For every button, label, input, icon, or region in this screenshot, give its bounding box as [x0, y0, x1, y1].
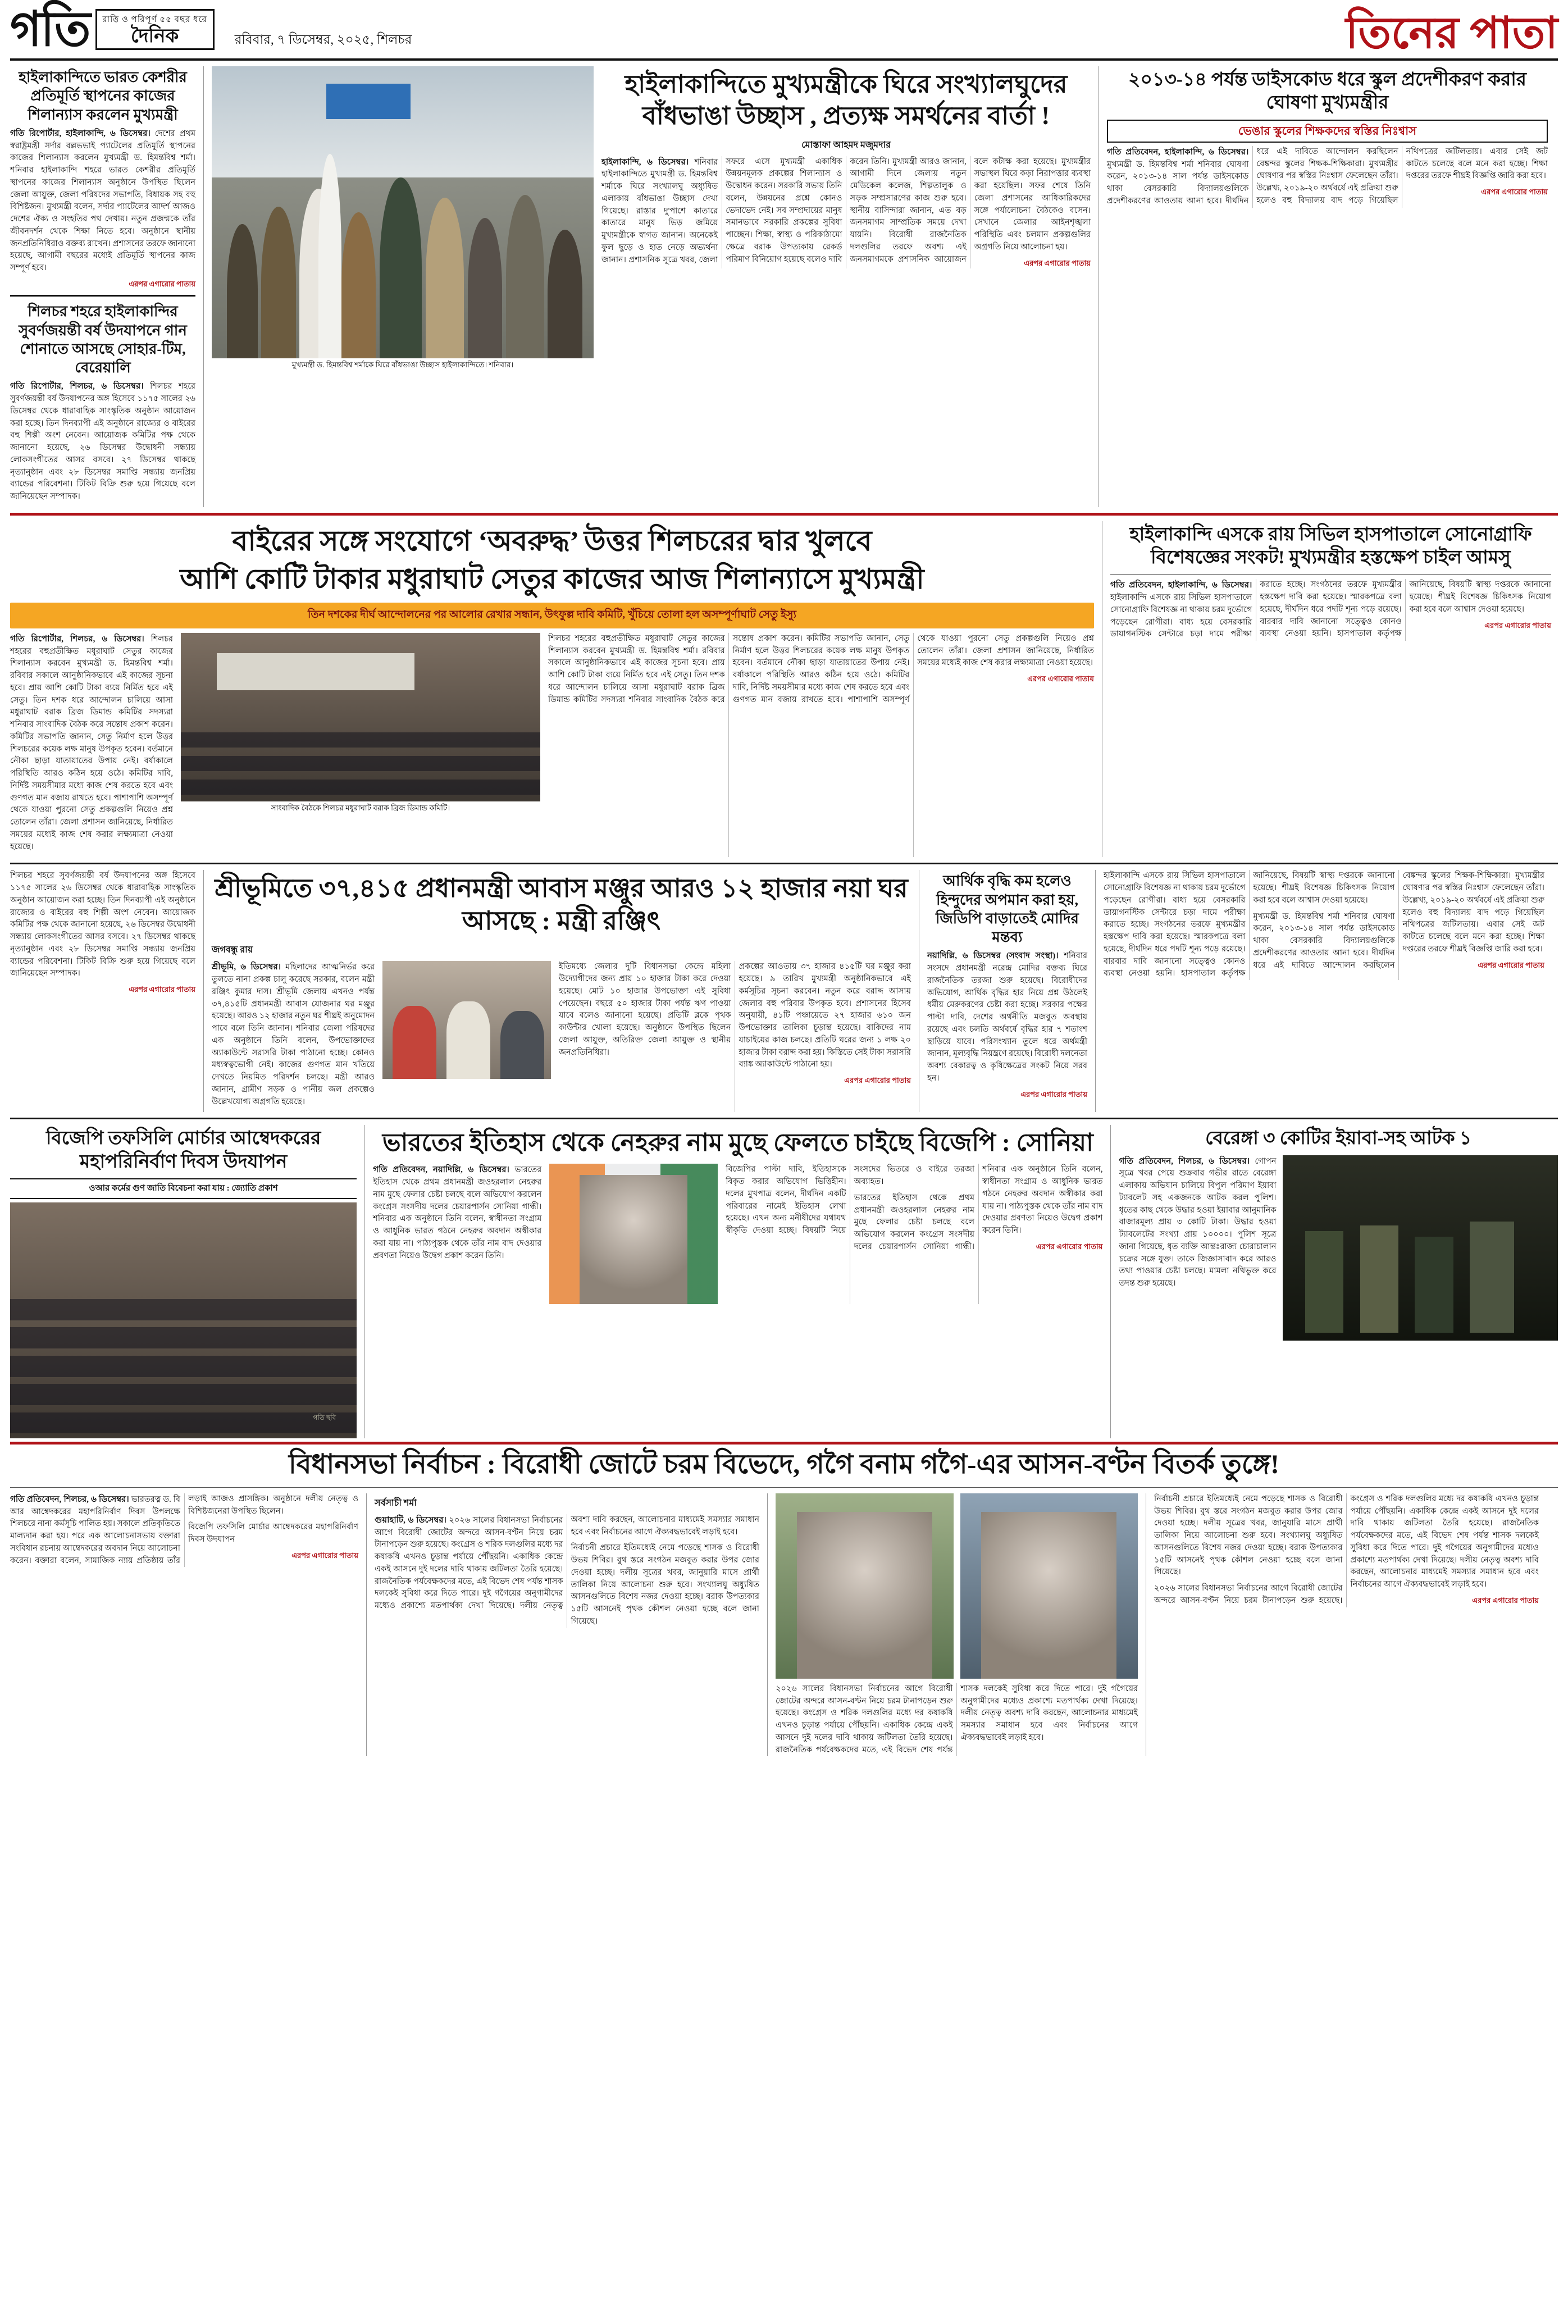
assembly-story — [10, 1448, 1558, 1757]
assembly-left — [10, 1493, 358, 1757]
yaba-photo — [1283, 1155, 1558, 1341]
assembly-right-text: নির্বাচনী প্রচারে ইতিমধ্যেই নেমে পড়েছে শাসক ও বিরোধী উভয় শিবির। বুথ স্তরে সংগঠন মজবুত করার উপর জোর দেওয়া হচ্ছে। দলীয় সূত্রের খবর, জানুয়ারি মাসে প্রার্থী তালিকা নিয়ে আলোচনা শুরু হবে। সংখ্যালঘু অধ্যুষিত আসনগুলিতে বিশেষ নজর দেওয়া হচ্ছে। বরাক উপত্যকার ১৫টি আসনেই পৃথক কৌশল নেওয়া হচ্ছে বলে জানা গিয়েছে। — [1154, 1494, 1343, 1577]
main-cont: এরপর এগারোর পাতায় — [1024, 258, 1091, 267]
masthead-left — [10, 2, 412, 56]
main-byline: মোস্তাফা আহমদ মজুমদার — [801, 140, 891, 150]
sonia-byline: গতি প্রতিবেদন, নয়াদিল্লি, ৬ ডিসেম্বর। — [373, 1165, 509, 1175]
main-story — [203, 66, 1091, 507]
left-second-text: শিলচর শহরে সুবর্ণজয়ন্তী বর্ষ উদযাপনের অঙ্গ হিসেবে ১১৭৫ সালের ২৬ ডিসেম্বর থেকে ধারাবাহিক সাংস্কৃতিক অনুষ্ঠান আয়োজন করা হচ্ছে। তিন দিনব্যাপী এই অনুষ্ঠানে রাজ্যের ও বাইরের বহু শিল্পী অংশ নেবেন। আয়োজক কমিটির পক্ষ থেকে জানানো হয়েছে, ২৬ ডিসেম্বর উদ্বোধনী সন্ধ্যায় লোকসংগীতের আসর বসবে। ২৭ ডিসেম্বর থাকছে নৃত্যানুষ্ঠান এবং ২৮ ডিসেম্বর সমাপ্তি সন্ধ্যায় জনপ্রিয় ব্যান্ডের পরিবেশনা। টিকিট বিক্রি শুরু হয়ে গিয়েছে বলে জানিয়েছেন সম্পাদক। — [10, 382, 195, 502]
left-top-body — [10, 127, 195, 290]
modi-cont: এরপর এগারোর পাতায় — [1020, 1090, 1087, 1099]
assembly-right-cont: এরপর এগারোর পাতায় — [1472, 1596, 1539, 1605]
bridge-body-left — [10, 633, 173, 858]
left-top-headline: হাইলাকান্দিতে ভারত কেশরীর প্রতিমূর্তি স্থাপনের কাজের শিলান্যাস করলেন মুখ্যমন্ত্রী — [19, 69, 187, 123]
sonia-story — [364, 1125, 1102, 1438]
logo-box-mid: দৈনিক — [130, 26, 179, 47]
assembly-right-text-2: ২০২৬ সালের বিধানসভা নির্বাচনের আগে বিরোধী জোটের অন্দরে আসন-বণ্টন নিয়ে চরম টানাপড়েন শুরু হয়েছে। কংগ্রেস ও শরিক দলগুলির মধ্যে দর কষাকষি এখনও চূড়ান্ত পর্যায়ে পৌঁছয়নি। একাধিক কেন্দ্রে একই আসনে দুই দলের দাবি থাকায় জটিলতা তৈরি হয়েছে। রাজনৈতিক পর্যবেক্ষকদের মতে, এই বিভেদ শেষ পর্যন্ত শাসক দলকেই সুবিধা করে দিতে পারে। দুই গগৈয়ের অনুগামীদের মধ্যেও প্রকাশ্যে মতপার্থক্য দেখা দিয়েছে। দলীয় নেতৃত্ব অবশ্য দাবি করছেন, আলোচনার মাধ্যমেই সমস্যার সমাধান হবে এবং নির্বাচনের আগে ঐক্যবদ্ধভাবেই লড়াই হবে। — [1154, 1494, 1539, 1605]
logo-box-top: রাত্তি ও পরিপূর্ণ ৫৫ বছর ধরে — [102, 15, 207, 25]
left-second-headline: শিলচর শহরে হাইলাকান্দির সুবর্ণজয়ন্তী বর্ষ উদযাপনে গান শোনাতে আসছে সোহার-টিম, বেরেয়ালি — [19, 303, 187, 376]
sonia-photo — [549, 1164, 718, 1304]
main-dateline: হাইলাকান্দি, ৬ ডিসেম্বর। — [601, 157, 689, 167]
modi-dateline: নয়াদিল্লি, ৬ ডিসেম্বর (সংবাদ সংস্থা)। — [927, 951, 1059, 961]
housing-byline: জগবন্ধু রায় — [212, 945, 253, 955]
right-column — [1098, 66, 1548, 507]
housing-headline: শ্রীভূমিতে ৩৭,৪১৫ প্রধানমন্ত্রী আবাস মঞ্জুর আরও ১২ হাজার নয়া ঘর আসছে : মন্ত্রী রঞ্জিৎ — [215, 874, 908, 935]
left-second-byline: গতি রিপোর্টার, শিলচর, ৬ ডিসেম্বর। — [10, 382, 144, 391]
main-photo-caption: মুখ্যমন্ত্রী ড. হিমন্তবিশ্ব শর্মাকে ঘিরে বাঁধভাঙা উচ্ছাস হাইলাকান্দিতে। শনিবার। — [291, 361, 514, 369]
main-text: শনিবার হাইলাকান্দিতে মুখ্যমন্ত্রী ড. হিমন্তবিশ্ব শর্মাকে ঘিরে সংখ্যালঘু অধ্যুষিত এলাকায় বাঁধভাঙা উচ্ছাস দেখা গিয়েছে। রাস্তার দু'পাশে কাতারে কাতারে মানুষ ভিড় জমিয়ে মুখ্যমন্ত্রীকে স্বাগত জানান। অনেকেই ফুল ছুড়ে ও হাত নেড়ে অভ্যর্থনা জানান। প্রশাসনিক সূত্রে খবর, জেলা সফরে এসে মুখ্যমন্ত্রী একাধিক উন্নয়নমূলক প্রকল্পের শিলান্যাস ও উদ্বোধন করেন। সরকারি সভায় তিনি বলেন, উন্নয়নের প্রশ্নে কোনও ভেদাভেদ নেই। সব সম্প্রদায়ের মানুষ সমানভাবে সরকারি প্রকল্পের সুবিধা পাচ্ছেন। শিক্ষা, স্বাস্থ্য ও পরিকাঠামো ক্ষেত্রে বরাক উপত্যকায় রেকর্ড পরিমাণ বিনিয়োগ হয়েছে বলেও দাবি করেন তিনি। মুখ্যমন্ত্রী আরও জানান, আগামী দিনে জেলায় নতুন মেডিকেল কলেজ, শিল্পতালুক ও সড়ক সম্প্রসারণের কাজ শুরু হবে। স্থানীয় বাসিন্দারা জানান, এত বড় জনসমাগম সাম্প্রতিক সময়ে দেখা যায়নি। বিরোধী রাজনৈতিক দলগুলির তরফে অবশ্য এই জনসমাগমকে প্রশাসনিক আয়োজন বলে কটাক্ষ করা হয়েছে। মুখ্যমন্ত্রীর সভাস্থল ঘিরে কড়া নিরাপত্তার ব্যবস্থা করা হয়েছিল। সফর শেষে তিনি জেলা প্রশাসনের আধিকারিকদের সঙ্গে পর্যালোচনা বৈঠকেও বসেন। সেখানে জেলার আইনশৃঙ্খলা পরিস্থিতি এবং চলমান প্রকল্পগুলির অগ্রগতি নিয়ে আলোচনা হয়। — [601, 157, 1091, 265]
housing-facts: ইতিমধ্যে জেলার দুটি বিধানসভা কেন্দ্রে মহিলা উদ্যোগীদের জন্য প্রায় ১০ হাজার টাকা করে দেওয়া হয়েছে। মোট ১০ হাজার উপভোক্তা এই সুবিধা পেয়েছেন। বছরে ৫০ হাজার টাকা পর্যন্ত ঋণ পাওয়া যাবে বলেও জানানো হয়েছে। প্রতিটি ব্লকে পৃথক কাউন্টার খোলা হয়েছে। অনুষ্ঠানে উপস্থিত ছিলেন জেলা আয়ুক্ত, অতিরিক্ত জেলা আয়ুক্ত ও স্থানীয় জনপ্রতিনিধিরা। — [559, 962, 731, 1057]
bridge-headline-1: বাইরের সঙ্গে সংযোগে ‘অবরুদ্ধ’ উত্তর শিলচরের দ্বার খুলবে — [232, 525, 872, 557]
assembly-left-body — [10, 1493, 358, 1567]
bjp-morcha-story — [10, 1125, 357, 1438]
sonia-photo-wrap — [549, 1164, 718, 1304]
left-second-body — [10, 380, 195, 503]
assembly-headline: বিধানসভা নির্বাচন : বিরোধী জোটে চরম বিভেদে, গগৈ বনাম গগৈ-এর আসন-বণ্টন বিতর্ক তুঙ্গে! — [289, 1449, 1279, 1479]
main-photo — [212, 66, 594, 358]
assembly-left-byline: গতি প্রতিবেদন, শিলচর, ৬ ডিসেম্বর। — [10, 1494, 129, 1504]
housing-left-col — [10, 870, 195, 1112]
hospital-text-3: মুখ্যমন্ত্রী ড. হিমন্তবিশ্ব শর্মা শনিবার ঘোষণা করেন, ২০১৩-১৪ সাল পর্যন্ত ডাইসকোড থাকা বেসরকারি বিদ্যালয়গুলিকে প্রদেশীকরণের আওতায় আনা হবে। দীর্ঘদিন ধরে এই দাবিতে আন্দোলন করছিলেন বেঙ্কন্দর স্কুলের শিক্ষক-শিক্ষিকারা। মুখ্যমন্ত্রীর ঘোষণার পর স্বস্তির নিঃশ্বাস ফেলেছেন তাঁরা। উল্লেখ্য, ২০১৯-২০ অর্থবর্ষে এই প্রক্রিয়া শুরু হলেও বহু বিদ্যালয় বাদ পড়ে গিয়েছিল নথিপত্রের জটিলতায়। এবার সেই জট কাটতে চলেছে বলে মনে করা হচ্ছে। শিক্ষা দপ্তরের তরফে শীঘ্রই বিজ্ঞপ্তি জারি করা হবে। — [1253, 871, 1544, 970]
assembly-photo-body — [776, 1683, 1138, 1757]
housing-text: মহিলাদের আত্মনির্ভর করে তুলতে নানা প্রকল্প চালু করেছে সরকার, বলেন মন্ত্রী রঞ্জিৎ কুমার দাস। শ্রীভূমি জেলায় এখনও পর্যন্ত ৩৭,৪১৫টি প্রধানমন্ত্রী আবাস যোজনার ঘর মঞ্জুর হয়েছে। আরও ১২ হাজার নতুন ঘর শীঘ্রই অনুমোদন পাবে বলে তিনি জানান। শনিবার জেলা পরিষদের এক অনুষ্ঠানে তিনি বলেন, উপভোক্তাদের অ্যাকাউন্টে সরাসরি টাকা পাঠানো হচ্ছে। কোনও মধ্যস্বত্বভোগী নেই। কাজের গুণগত মান খতিয়ে দেখতে নিয়মিত পরিদর্শন চলছে। মন্ত্রী আরও জানান, গ্রামীণ সড়ক ও পানীয় জল প্রকল্পেও উল্লেখযোগ্য অগ্রগতি হয়েছে। — [212, 963, 375, 1106]
right-top-headline: ২০১৩-১৪ পর্যন্ত ডাইসকোড ধরে স্কুল প্রদেশীকরণ করার ঘোষণা মুখ্যমন্ত্রীর — [1128, 70, 1526, 113]
right-top-body — [1107, 146, 1548, 208]
housing-body-left — [212, 961, 375, 1112]
hospital-text: হাইলাকান্দি এসকে রায় সিভিল হাসপাতালে সোনোগ্রাফি বিশেষজ্ঞ না থাকায় চরম দুর্ভোগে পড়েছেন রোগীরা। বাধ্য হয়ে বেসরকারি ডায়াগনস্টিক সেন্টারে চড়া দামে পরীক্ষা করাতে হচ্ছে। সংগঠনের তরফে মুখ্যমন্ত্রীর হস্তক্ষেপ দাবি করা হয়েছে। স্মারকপত্রে বলা হয়েছে, দীর্ঘদিন ধরে পদটি শূন্য পড়ে রয়েছে। বারবার দাবি জানানো সত্ত্বেও কোনও ব্যবস্থা নেওয়া হয়নি। হাসপাতাল কর্তৃপক্ষ জানিয়েছে, বিষয়টি স্বাস্থ্য দপ্তরকে জানানো হয়েছে। শীঘ্রই বিশেষজ্ঞ চিকিৎসক নিয়োগ করা হবে বলে আশ্বাস দেওয়া হয়েছে। — [1110, 580, 1551, 639]
left-top-byline: গতি রিপোর্টার, হাইলাকান্দি, ৬ ডিসেম্বর। — [10, 129, 151, 138]
housing-dateline: শ্রীভূমি, ৬ ডিসেম্বর। — [212, 963, 281, 972]
hospital-cont-2: এরপর এগারোর পাতায় — [1478, 960, 1544, 969]
bridge-photo — [181, 633, 540, 801]
assembly-photo-2 — [960, 1493, 1138, 1679]
right-top-subhead-box — [1107, 120, 1548, 143]
assembly-band — [10, 1493, 1558, 1757]
pm-awas-side-text: প্রকল্পের আওতায় ৩৭ হাজার ৪১৫টি ঘর মঞ্জুর করা হয়েছে। ৯ তারিখ মুখ্যমন্ত্রী অনুষ্ঠানিকভাবে এই কর্মসূচির সূচনা করবেন। নতুন করে বরাদ্দ আসায় জেলার বহু পরিবার উপকৃত হবে। প্রশাসনের হিসেব অনুযায়ী, ৪১টি পঞ্চায়েতে ২৭ হাজার ৬১০ জন উপভোক্তার তালিকা চূড়ান্ত হয়েছে। বাকিদের নাম যাচাইয়ের কাজ চলছে। প্রতিটি ঘরের জন্য ১ লক্ষ ২০ হাজার টাকা বরাদ্দ করা হয়। কিস্তিতে সেই টাকা সরাসরি ব্যাঙ্ক অ্যাকাউন্টে পাঠানো হয়। — [739, 962, 911, 1069]
bridge-story — [10, 521, 1094, 858]
main-headline: হাইলাকান্দিতে মুখ্যমন্ত্রীকে ঘিরে সংখ্যালঘুদের বাঁধভাঙা উচ্ছাস , প্রত্যক্ষ সমর্থনের বার্তা ! — [625, 70, 1068, 130]
bridge-text: শিলচর শহরের বহুপ্রতীক্ষিত মধুরাঘাট সেতুর কাজের শিলান্যাস করবেন মুখ্যমন্ত্রী ড. হিমন্তবিশ্ব শর্মা। রবিবার সকালে আনুষ্ঠানিকভাবে এই কাজের সূচনা হবে। প্রায় আশি কোটি টাকা ব্যয়ে নির্মিত হবে এই সেতু। তিন দশক ধরে আন্দোলন চালিয়ে আসা মধুরাঘাট বরাক ব্রিজ ডিমান্ড কমিটির সদস্যরা শনিবার সাংবাদিক বৈঠক করে সন্তোষ প্রকাশ করেন। কমিটির সভাপতি জানান, সেতু নির্মাণ হলে উত্তর শিলচরের কয়েক লক্ষ মানুষ উপকৃত হবেন। বর্তমানে নৌকা ছাড়া যাতায়াতের উপায় নেই। বর্ষাকালে পরিস্থিতি আরও কঠিন হয়ে ওঠে। কমিটির দাবি, নির্দিষ্ট সময়সীমার মধ্যে কাজ শেষ করতে হবে এবং গুণগত মান বজায় রাখতে হবে। পাশাপাশি অসম্পূর্ণ থেকে যাওয়া পুরনো সেতু প্রকল্পগুলি নিয়েও প্রশ্ন তোলেন তাঁরা। জেলা প্রশাসন জানিয়েছে, নির্ধারিত সময়ের মধ্যেই কাজ শেষ করার লক্ষ্যমাত্রা নেওয়া হয়েছে। — [10, 634, 174, 851]
sonia-text: ভারতের ইতিহাস থেকে প্রথম প্রধানমন্ত্রী জওহরলাল নেহরুর নাম মুছে ফেলার চেষ্টা চলছে বলে অভিযোগ করলেন কংগ্রেস সংসদীয় দলের চেয়ারপার্সন সোনিয়া গান্ধী। শনিবার এক অনুষ্ঠানে তিনি বলেন, স্বাধীনতা সংগ্রাম ও আধুনিক ভারত গঠনে নেহরুর অবদান অস্বীকার করা যায় না। পাঠ্যপুস্তক থেকে তাঁর নাম বাদ দেওয়ার প্রবণতা নিয়েও উদ্বেগ প্রকাশ করেন তিনি। — [373, 1165, 542, 1260]
housing-story — [203, 870, 911, 1112]
sonia-text-2: বিজেপির পাল্টা দাবি, ইতিহাসকে বিকৃত করার অভিযোগ ভিত্তিহীন। দলের মুখপাত্র বলেন, দীর্ঘদিন একটি পরিবারের নামেই ইতিহাস লেখা হয়েছে। এখন অন্য মনীষীদের যথাযথ স্বীকৃতি দেওয়া হচ্ছে। বিষয়টি নিয়ে সংসদের ভিতরে ও বাইরে তরজা অব্যাহত। — [726, 1165, 975, 1236]
assembly-text: ২০২৬ সালের বিধানসভা নির্বাচনের আগে বিরোধী জোটের অন্দরে আসন-বণ্টন নিয়ে চরম টানাপড়েন শুরু হয়েছে। কংগ্রেস ও শরিক দলগুলির মধ্যে দর কষাকষি এখনও চূড়ান্ত পর্যায়ে পৌঁছয়নি। একাধিক কেন্দ্রে একই আসনে দুই দলের দাবি থাকায় জটিলতা তৈরি হয়েছে। রাজনৈতিক পর্যবেক্ষকদের মতে, এই বিভেদ শেষ পর্যন্ত শাসক দলকেই সুবিধা করে দিতে পারে। দুই গগৈয়ের অনুগামীদের মধ্যেও প্রকাশ্যে মতপার্থক্য দেখা দিয়েছে। দলীয় নেতৃত্ব অবশ্য দাবি করছেন, আলোচনার মাধ্যমেই সমস্যার সমাধান হবে এবং নির্বাচনের আগে ঐক্যবদ্ধভাবেই লড়াই হবে। — [375, 1515, 759, 1611]
masthead-date: রবিবার, ৭ ডিসেম্বর, ২০২৫, শিলচর — [234, 33, 412, 47]
assembly-photo-1 — [776, 1493, 954, 1679]
sonia-body-left — [373, 1164, 541, 1304]
bridge-body-right — [548, 633, 1094, 858]
left-top-cont: এরপর এগারোর পাতায় — [129, 279, 195, 288]
yaba-story — [1110, 1125, 1558, 1438]
sonia-text-3: ভারতের ইতিহাস থেকে প্রথম প্রধানমন্ত্রী জওহরলাল নেহরুর নাম মুছে ফেলার চেষ্টা চলছে বলে অভিযোগ করলেন কংগ্রেস সংসদীয় দলের চেয়ারপার্সন সোনিয়া গান্ধী। শনিবার এক অনুষ্ঠানে তিনি বলেন, স্বাধীনতা সংগ্রাম ও আধুনিক ভারত গঠনে নেহরুর অবদান অস্বীকার করা যায় না। পাঠ্যপুস্তক থেকে তাঁর নাম বাদ দেওয়ার প্রবণতা নিয়েও উদ্বেগ প্রকাশ করেন তিনি। — [854, 1165, 1103, 1251]
hospital-body-2 — [1104, 870, 1544, 980]
band-housing — [10, 870, 1558, 1112]
hospital-body — [1110, 579, 1551, 641]
bjp-morcha-photo: গতি ছবি — [10, 1202, 357, 1438]
bridge-headline-2: আশি কোটি টাকার মধুরাঘাট সেতুর কাজের আজ শিলান্যাসে মুখ্যমন্ত্রী — [180, 563, 924, 595]
right-top-byline: গতি প্রতিবেদন, হাইলাকান্দি, ৬ ডিসেম্বর। — [1107, 147, 1249, 157]
bridge-photo-caption: সাংবাদিক বৈঠকে শিলচর মধুরাঘাট বরাক ব্রিজ ডিমান্ড কমিটি। — [271, 803, 450, 812]
assembly-left-cont: এরপর এগারোর পাতায় — [291, 1551, 358, 1560]
left-second-cont: এরপর এগারোর পাতায় — [129, 985, 195, 994]
assembly-left-text: ভারতরত্ন ড. বি আর আম্বেদকরের মহাপরিনির্বাণ দিবস উপলক্ষে শিলচরে নানা কর্মসূচি পালিত হয়। সকালে প্রতিকৃতিতে মাল্যদান করা হয়। পরে এক আলোচনাসভায় বক্তারা সংবিধান রচনায় আম্বেদকরের অবদান নিয়ে আলোচনা করেন। বক্তারা বলেন, সামাজিক ন্যায় প্রতিষ্ঠায় তাঁর লড়াই আজও প্রাসঙ্গিক। অনুষ্ঠানে দলীয় নেতৃত্ব ও বিশিষ্টজনেরা উপস্থিত ছিলেন। — [10, 1494, 358, 1565]
masthead — [10, 2, 1558, 61]
sonia-body-right — [726, 1164, 1102, 1304]
main-body — [601, 156, 1091, 269]
yaba-photo-wrap — [1283, 1155, 1558, 1341]
assembly-center-body — [375, 1514, 759, 1628]
sonia-headline: ভারতের ইতিহাস থেকে নেহরুর নাম মুছে ফেলতে চাইছে বিজেপি : সোনিয়া — [382, 1129, 1093, 1157]
housing-cont: এরপর এগারোর পাতায় — [844, 1076, 911, 1085]
modi-headline: আর্থিক বৃদ্ধি কম হলেও হিন্দুদের অপমান করা হয়, জিডিপি বাড়াতেই মোদির মন্তব্য — [936, 873, 1079, 946]
band-four — [10, 1125, 1558, 1438]
band-bridge — [10, 521, 1558, 858]
housing-body-right — [559, 961, 911, 1112]
main-headline-wrap — [601, 66, 1091, 370]
hospital-headline: হাইলাকান্দি এসকে রায় সিভিল হাসপাতালে সোনোগ্রাফি বিশেষজ্ঞের সংকট! মুখ্যমন্ত্রীর হস্তক্ষেপ চাইল আমসু — [1129, 524, 1532, 568]
logo-box — [95, 9, 215, 50]
logo-wordmark: গতি — [10, 2, 90, 56]
bjp-morcha-headline: বিজেপি তফসিলি মোর্চার আম্বেদকরের মহাপরিনির্বাণ দিবস উদযাপন — [45, 1128, 321, 1172]
main-photo-wrap — [212, 66, 594, 370]
assembly-byline: সর্বসাচী শর্মা — [375, 1498, 417, 1508]
section-title: তিনের পাতা — [1346, 8, 1558, 57]
bridge-cont: এরপর এগারোর পাতায় — [1027, 675, 1094, 683]
left-second-continued — [10, 870, 195, 995]
yaba-text: গোপন সূত্রে খবর পেয়ে শুক্রবার গভীর রাতে বেরেঙ্গা এলাকায় অভিযান চালিয়ে বিপুল পরিমাণ ইয়াবা ট্যাবলেট সহ একজনকে আটক করল পুলিশ। ধৃতের কাছ থেকে উদ্ধার হওয়া ইয়াবার আনুমানিক বাজারমূল্য প্রায় ৩ কোটি টাকা। উদ্ধার হওয়া ট্যাবলেটের সংখ্যা প্রায় ১০০০০। পুলিশ সূত্রে জানা গিয়েছে, ধৃত ব্যক্তি আন্তঃরাজ্য চোরাচালান চক্রের সঙ্গে যুক্ত। তাকে জিজ্ঞাসাবাদ করে আরও তথ্য পাওয়ার চেষ্টা চলছে। মামলা নথিভুক্ত করে তদন্ত শুরু হয়েছে। — [1119, 1156, 1277, 1288]
modi-text: শনিবার সংসদে প্রধানমন্ত্রী নরেন্দ্র মোদির বক্তব্য ঘিরে রাজনৈতিক তরজা শুরু হয়েছে। বিরোধীদের অভিযোগ, আর্থিক বৃদ্ধির হার নিয়ে প্রশ্ন উঠলেই ধর্মীয় মেরুকরণের চেষ্টা করা হচ্ছে। সরকার পক্ষের পাল্টা দাবি, দেশের অর্থনীতি মজবুত অবস্থায় রয়েছে এবং চলতি অর্থবর্ষে বৃদ্ধির হার ৭ শতাংশ ছাড়িয়ে যাবে। পরিসংখ্যান তুলে ধরে অর্থমন্ত্রী জানান, মূল্যবৃদ্ধি নিয়ন্ত্রণে রয়েছে। বিরোধী দলনেতা অবশ্য বেকারত্ব ও কৃষিক্ষেত্রের সংকট নিয়ে সরব হন। — [927, 951, 1088, 1083]
right-top-subhead: ভেঙার স্কুলের শিক্ষকদের স্বস্তির নিঃশ্বাস — [1238, 124, 1417, 138]
assembly-right — [1146, 1493, 1539, 1757]
assembly-photos — [767, 1493, 1138, 1757]
band-top — [10, 66, 1558, 507]
yaba-byline: গতি প্রতিবেদন, শিলচর, ৬ ডিসেম্বর। — [1119, 1156, 1250, 1166]
left-top-text: দেশের প্রথম স্বরাষ্ট্রমন্ত্রী সর্দার বল্লভভাই প্যাটেলের প্রতিমূর্তি স্থাপনের কাজের শিলান্যাস করলেন মুখ্যমন্ত্রী ড. হিমন্তবিশ্ব শর্মা। শনিবার হাইলাকান্দি শহরে ভারত কেশরীর প্রতিমূর্তি স্থাপনের কাজের শিলান্যাস অনুষ্ঠানে উপস্থিত ছিলেন জেলা আয়ুক্ত, জেলা পরিষদের সভাপতি, বিধায়ক সহ বহু বিশিষ্টজন। মুখ্যমন্ত্রী বলেন, সর্দার প্যাটেলের আদর্শ আজও দেশের ঐক্য ও সংহতির পথ দেখায়। নতুন প্রজন্মকে তাঁর জীবনদর্শন থেকে শিক্ষা নিতে হবে। অনুষ্ঠানে স্থানীয় জনপ্রতিনিধিরাও বক্তব্য রাখেন। প্রশাসনের তরফে জানানো হয়েছে, আগামী বছরের মধ্যেই প্রতিমূর্তি স্থাপনের কাজ সম্পূর্ণ হবে। — [10, 129, 196, 273]
bridge-ribbon: তিন দশকের দীর্ঘ আন্দোলনের পর আলোর রেখার সন্ধান, উৎফুল্ল দাবি কমিটি, খুঁচিয়ে তোলা হল অসম্পূর্ণাঘাট সেতু ইস্যু — [10, 603, 1094, 628]
right-top-cont: এরপর এগারোর পাতায় — [1481, 188, 1548, 197]
bridge-photo-wrap — [181, 633, 540, 858]
assembly-right-body — [1154, 1493, 1539, 1607]
hospital-text-2: হাইলাকান্দি এসকে রায় সিভিল হাসপাতালে সোনোগ্রাফি বিশেষজ্ঞ না থাকায় চরম দুর্ভোগে পড়েছেন রোগীরা। বাধ্য হয়ে বেসরকারি ডায়াগনস্টিক সেন্টারে চড়া দামে পরীক্ষা করাতে হচ্ছে। সংগঠনের তরফে মুখ্যমন্ত্রীর হস্তক্ষেপ দাবি করা হয়েছে। স্মারকপত্রে বলা হয়েছে, দীর্ঘদিন ধরে পদটি শূন্য পড়ে রয়েছে। বারবার দাবি জানানো সত্ত্বেও কোনও ব্যবস্থা নেওয়া হয়নি। হাসপাতাল কর্তৃপক্ষ জানিয়েছে, বিষয়টি স্বাস্থ্য দপ্তরকে জানানো হয়েছে। শীঘ্রই বিশেষজ্ঞ চিকিৎসক নিয়োগ করা হবে বলে আশ্বাস দেওয়া হয়েছে। — [1104, 871, 1395, 978]
bridge-text-2: শিলচর শহরের বহুপ্রতীক্ষিত মধুরাঘাট সেতুর কাজের শিলান্যাস করবেন মুখ্যমন্ত্রী ড. হিমন্তবিশ্ব শর্মা। রবিবার সকালে আনুষ্ঠানিকভাবে এই কাজের সূচনা হবে। প্রায় আশি কোটি টাকা ব্যয়ে নির্মিত হবে এই সেতু। তিন দশক ধরে আন্দোলন চালিয়ে আসা মধুরাঘাট বরাক ব্রিজ ডিমান্ড কমিটির সদস্যরা শনিবার সাংবাদিক বৈঠক করে সন্তোষ প্রকাশ করেন। কমিটির সভাপতি জানান, সেতু নির্মাণ হলে উত্তর শিলচরের কয়েক লক্ষ মানুষ উপকৃত হবেন। বর্তমানে নৌকা ছাড়া যাতায়াতের উপায় নেই। বর্ষাকালে পরিস্থিতি আরও কঠিন হয়ে ওঠে। কমিটির দাবি, নির্দিষ্ট সময়সীমার মধ্যে কাজ শেষ করতে হবে এবং গুণগত মান বজায় রাখতে হবে। পাশাপাশি অসম্পূর্ণ থেকে যাওয়া পুরনো সেতু প্রকল্পগুলি নিয়েও প্রশ্ন তোলেন তাঁরা। জেলা প্রশাসন জানিয়েছে, নির্ধারিত সময়ের মধ্যেই কাজ শেষ করার লক্ষ্যমাত্রা নেওয়া হয়েছে। — [548, 634, 1094, 704]
bridge-byline: গতি রিপোর্টার, শিলচর, ৬ ডিসেম্বর। — [10, 634, 144, 644]
right-top-text: মুখ্যমন্ত্রী ড. হিমন্তবিশ্ব শর্মা শনিবার ঘোষণা করেন, ২০১৩-১৪ সাল পর্যন্ত ডাইসকোড থাকা বেসরকারি বিদ্যালয়গুলিকে প্রদেশীকরণের আওতায় আনা হবে। দীর্ঘদিন ধরে এই দাবিতে আন্দোলন করছিলেন বেঙ্কন্দর স্কুলের শিক্ষক-শিক্ষিকারা। মুখ্যমন্ত্রীর ঘোষণার পর স্বস্তির নিঃশ্বাস ফেলেছেন তাঁরা। উল্লেখ্য, ২০১৯-২০ অর্থবর্ষে এই প্রক্রিয়া শুরু হলেও বহু বিদ্যালয় বাদ পড়ে গিয়েছিল নথিপত্রের জটিলতায়। এবার সেই জট কাটতে চলেছে বলে মনে করা হচ্ছে। শিক্ষা দপ্তরের তরফে শীঘ্রই বিজ্ঞপ্তি জারি করা হবে। — [1107, 147, 1548, 206]
hospital-story — [1102, 521, 1551, 858]
assembly-text-3: ২০২৬ সালের বিধানসভা নির্বাচনের আগে বিরোধী জোটের অন্দরে আসন-বণ্টন নিয়ে চরম টানাপড়েন শুরু হয়েছে। কংগ্রেস ও শরিক দলগুলির মধ্যে দর কষাকষি এখনও চূড়ান্ত পর্যায়ে পৌঁছয়নি। একাধিক কেন্দ্রে একই আসনে দুই দলের দাবি থাকায় জটিলতা তৈরি হয়েছে। রাজনৈতিক পর্যবেক্ষকদের মতে, এই বিভেদ শেষ পর্যন্ত শাসক দলকেই সুবিধা করে দিতে পারে। দুই গগৈয়ের অনুগামীদের মধ্যেও প্রকাশ্যে মতপার্থক্য দেখা দিয়েছে। দলীয় নেতৃত্ব অবশ্য দাবি করছেন, আলোচনার মাধ্যমেই সমস্যার সমাধান হবে এবং নির্বাচনের আগে ঐক্যবদ্ধভাবেই লড়াই হবে। — [776, 1684, 1138, 1755]
left-column — [10, 66, 195, 507]
modi-box — [919, 870, 1087, 1112]
hospital-continued — [1095, 870, 1544, 1112]
modi-body — [927, 950, 1087, 1100]
hospital-byline: গতি প্রতিবেদন, হাইলাকান্দি, ৬ ডিসেম্বর। — [1110, 581, 1252, 590]
assembly-center — [366, 1493, 759, 1757]
yaba-headline: বেরেঙ্গা ৩ কোটির ইয়াবা-সহ আটক ১ — [1205, 1128, 1472, 1149]
left-second-text-2: শিলচর শহরে সুবর্ণজয়ন্তী বর্ষ উদযাপনের অঙ্গ হিসেবে ১১৭৫ সালের ২৬ ডিসেম্বর থেকে ধারাবাহিক সাংস্কৃতিক অনুষ্ঠান আয়োজন করা হচ্ছে। তিন দিনব্যাপী এই অনুষ্ঠানে রাজ্যের ও বাইরের বহু শিল্পী অংশ নেবেন। আয়োজক কমিটির পক্ষ থেকে জানানো হয়েছে, ২৬ ডিসেম্বর উদ্বোধনী সন্ধ্যায় লোকসংগীতের আসর বসবে। ২৭ ডিসেম্বর থাকছে নৃত্যানুষ্ঠান এবং ২৮ ডিসেম্বর সমাপ্তি সন্ধ্যায় জনপ্রিয় ব্যান্ডের পরিবেশনা। টিকিট বিক্রি শুরু হয়ে গিয়েছে বলে জানিয়েছেন সম্পাদক। — [10, 871, 195, 978]
sonia-cont: এরপর এগারোর পাতায় — [1036, 1242, 1103, 1251]
hospital-cont: এরপর এগারোর পাতায় — [1484, 621, 1551, 630]
assembly-text-2: নির্বাচনী প্রচারে ইতিমধ্যেই নেমে পড়েছে শাসক ও বিরোধী উভয় শিবির। বুথ স্তরে সংগঠন মজবুত করার উপর জোর দেওয়া হচ্ছে। দলীয় সূত্রের খবর, জানুয়ারি মাসে প্রার্থী তালিকা নিয়ে আলোচনা শুরু হবে। সংখ্যালঘু অধ্যুষিত আসনগুলিতে বিশেষ নজর দেওয়া হচ্ছে। বরাক উপত্যকার ১৫টি আসনেই পৃথক কৌশল নেওয়া হচ্ছে বলে জানা গিয়েছে। — [571, 1543, 759, 1626]
assembly-left-text-2: বিজেপি তফসিলি মোর্চার আম্বেদকরের মহাপরিনির্বাণ দিবস উদযাপন — [188, 1523, 358, 1544]
assembly-dateline: গুয়াহাটি, ৬ ডিসেম্বর। — [375, 1515, 446, 1525]
housing-photo — [382, 961, 551, 1079]
yaba-body-left — [1119, 1155, 1276, 1341]
housing-photo-wrap — [382, 961, 551, 1112]
bjp-morcha-kicker: ওআর কর্মের গুণ জাতি বিবেচনা করা যায় : জ্যোতি প্রকাশ — [10, 1178, 357, 1199]
